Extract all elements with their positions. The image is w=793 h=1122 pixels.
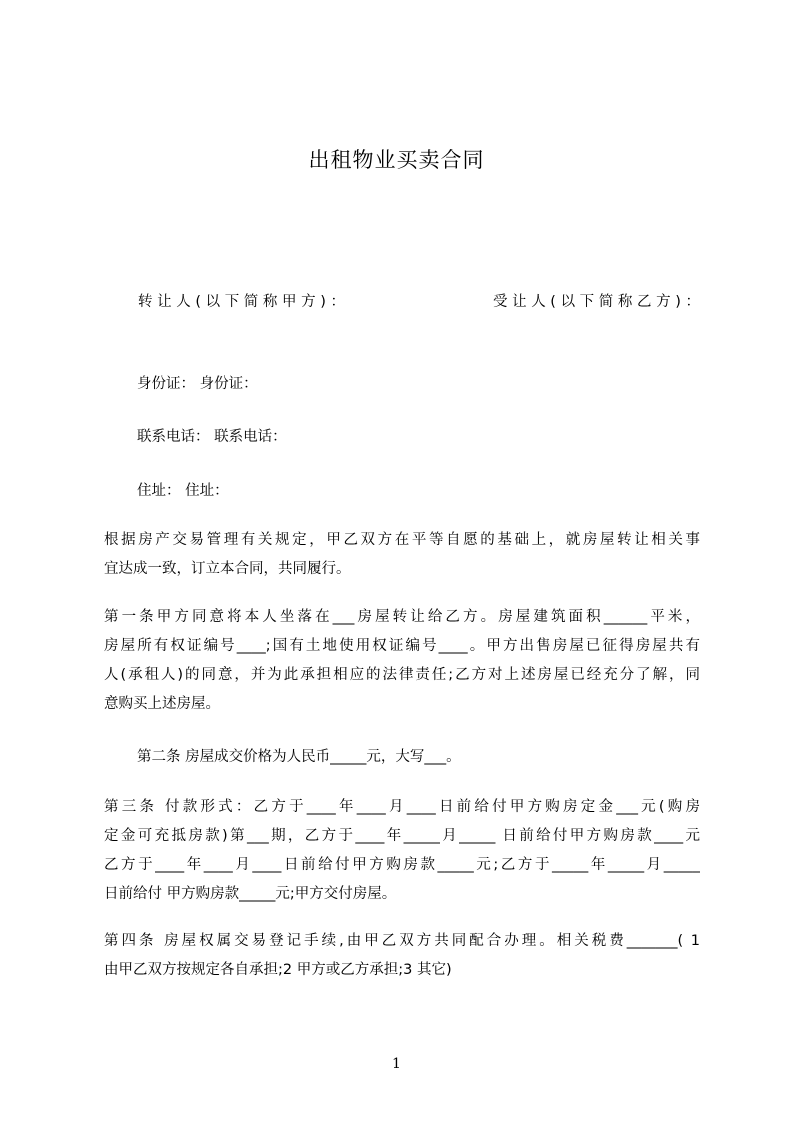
preamble-paragraph [104,526,700,584]
address-field: 住址： 住址： [137,483,229,499]
paragraph-line: 日前给付 甲方购房款_____元;甲方交付房屋。 [104,886,397,902]
transferor-label: 转 让 人 ( 以 下 简 称 甲 方 ) ： [138,294,346,310]
article-1-paragraph [104,603,700,719]
article-2-paragraph: 第二条 房屋成交价格为人民币_____元，大写___。 [137,749,461,765]
parties-line [138,290,700,311]
article-4-paragraph [104,927,700,985]
paragraph-line: 第三条 付款形式：乙方于____年____月____日前给付甲方购房定金___元(购房 [104,799,700,815]
paragraph-line: 房屋所有权证编号____;国有土地使用权证编号____。甲方出售房屋已征得房屋共有 [104,638,700,654]
paragraph-line: 定金可充抵房款)第___期，乙方于____年_____月_____ 日前给付甲方购房款____元 [104,828,700,844]
paragraph-line: 人(承租人)的同意，并为此承担相应的法律责任;乙方对上述房屋已经充分了解，同 [104,667,700,683]
paragraph-line: 由甲乙双方按规定各自承担;2 甲方或乙方承担;3 其它) [104,962,452,978]
paragraph-line: 第四条 房屋权属交易登记手续,由甲乙双方共同配合办理。相关税费_______( 1 [104,933,700,949]
contract-title: 出租物业买卖合同 [308,148,485,172]
phone-field: 联系电话： 联系电话： [137,429,287,445]
transferee-label: 受 让 人 ( 以 下 简 称 乙 方 ) ： [492,294,700,310]
paragraph-line: 宜达成一致，订立本合同，共同履行。 [104,561,351,577]
paragraph-line: 乙方于____年____月____日前给付甲方购房款_____元;乙方于_____年_____月_____ [104,857,700,873]
page-number: 1 [392,1056,401,1072]
paragraph-line: 根据房产交易管理有关规定，甲乙双方在平等自愿的基础上，就房屋转让相关事 [104,532,700,548]
paragraph-line: 第一条甲方同意将本人坐落在___房屋转让给乙方。房屋建筑面积______平米， [104,609,700,625]
id-card-field: 身份证： 身份证： [137,376,258,392]
article-3-paragraph [104,793,700,909]
paragraph-line: 意购买上述房屋。 [104,696,220,712]
